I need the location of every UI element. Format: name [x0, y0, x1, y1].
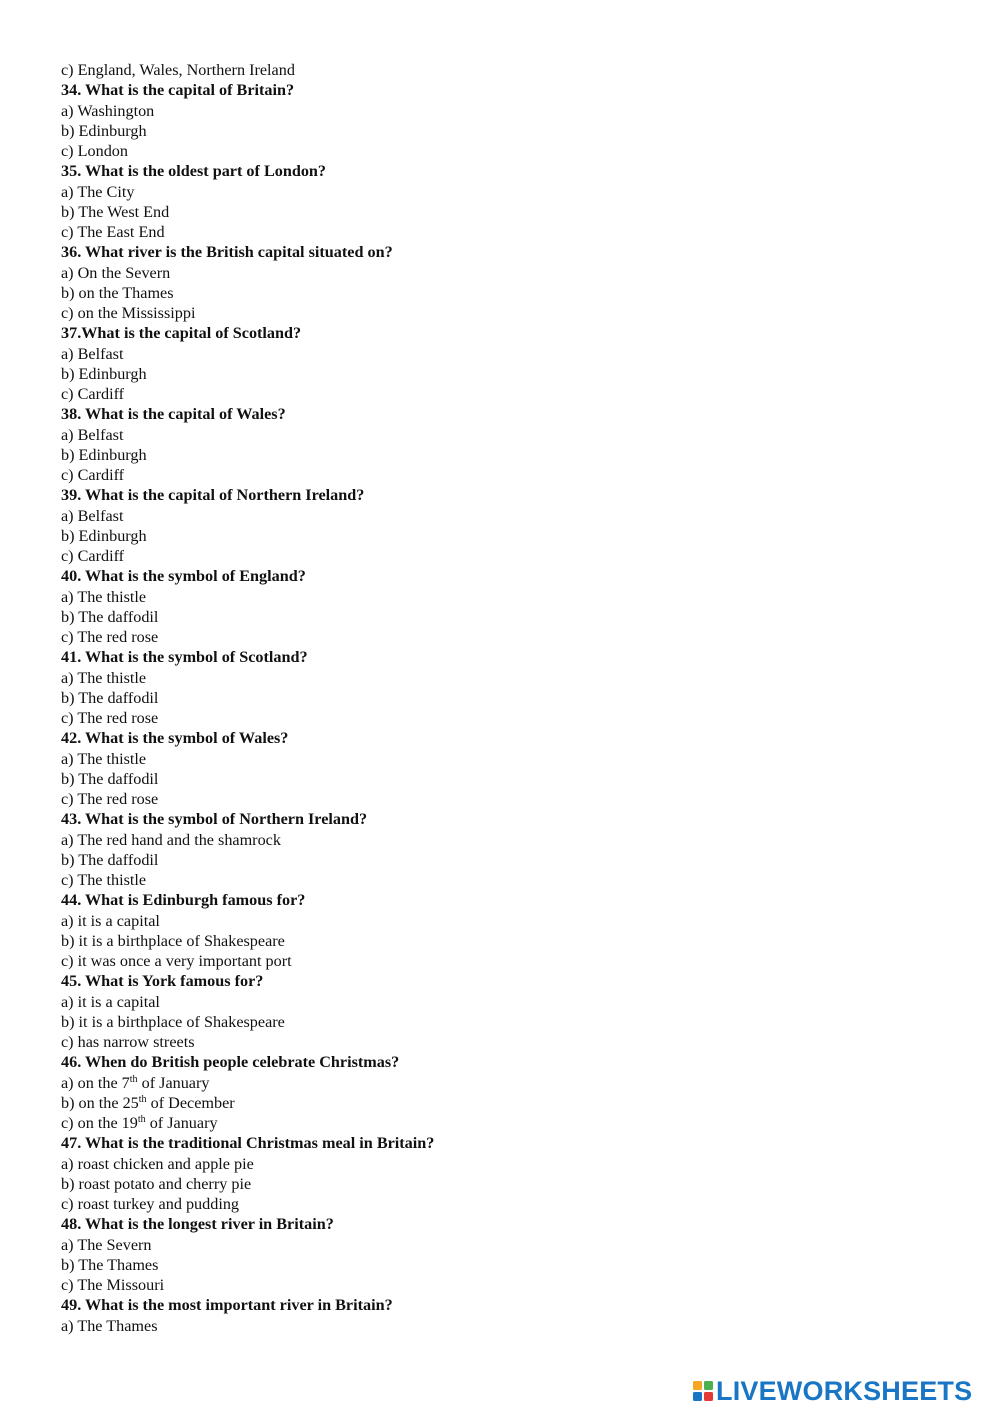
answer-option	[61, 546, 961, 566]
answer-option	[61, 951, 961, 971]
answer-text: b) it is a birthplace of Shakespeare	[61, 931, 285, 950]
answer-option	[61, 1073, 961, 1093]
answer-text-suffix: of December	[146, 1093, 235, 1112]
question-heading	[61, 485, 961, 505]
question-heading	[61, 242, 961, 262]
answer-option	[61, 182, 961, 202]
answer-text: c) it was once a very important port	[61, 952, 292, 970]
answer-text: a) On the Severn	[61, 263, 171, 282]
answer-text: b) Edinburgh	[61, 526, 147, 545]
answer-option	[61, 1032, 961, 1052]
answer-option	[61, 101, 961, 121]
answer-option	[61, 627, 961, 647]
question-heading	[61, 1214, 961, 1234]
answer-text: b) The daffodil	[61, 688, 159, 707]
answer-text: c) The thistle	[61, 871, 147, 889]
answer-text: a) The red hand and the shamrock	[61, 830, 281, 849]
ordinal-suffix: th	[129, 1073, 138, 1085]
question-heading	[61, 890, 961, 910]
answer-text: a) Washington	[61, 101, 155, 120]
answer-text: c) on the 19	[61, 1114, 138, 1132]
answer-option	[61, 830, 961, 850]
answer-option	[61, 1316, 961, 1336]
worksheet-page	[61, 60, 961, 1336]
answer-text: b) The Thames	[61, 1255, 159, 1274]
question-text: 35. What is the oldest part of London?	[61, 162, 327, 181]
answer-option	[61, 1174, 961, 1194]
question-heading	[61, 1052, 961, 1072]
question-text: 40. What is the symbol of England?	[61, 567, 306, 586]
question-heading	[61, 728, 961, 748]
liveworksheets-logo-icon	[693, 1381, 713, 1401]
answer-option	[61, 344, 961, 364]
answer-text: c) England, Wales, Northern Ireland	[61, 61, 295, 79]
answer-option	[61, 202, 961, 222]
answer-text: a) roast chicken and apple pie	[61, 1154, 254, 1173]
answer-text: a) The thistle	[61, 587, 147, 606]
answer-text: b) Edinburgh	[61, 121, 147, 140]
answer-option	[61, 425, 961, 445]
question-heading	[61, 1295, 961, 1315]
answer-option	[61, 384, 961, 404]
answer-option	[61, 263, 961, 283]
answer-text: a) The thistle	[61, 749, 147, 768]
question-heading	[61, 971, 961, 991]
answer-text: c) The red rose	[61, 628, 159, 646]
answer-option	[61, 506, 961, 526]
answer-option	[61, 303, 961, 323]
answer-option	[61, 708, 961, 728]
answer-option	[61, 931, 961, 951]
answer-text: c) The Missouri	[61, 1276, 165, 1294]
answer-option	[61, 870, 961, 890]
answer-option	[61, 1012, 961, 1032]
answer-option	[61, 1113, 961, 1133]
answer-option	[61, 1093, 961, 1113]
liveworksheets-logo	[693, 1374, 972, 1408]
question-text: 36. What river is the British capital situated on?	[61, 243, 393, 262]
answer-text: c) Cardiff	[61, 385, 125, 403]
question-heading	[61, 809, 961, 829]
answer-text: a) Belfast	[61, 506, 124, 525]
answer-option	[61, 60, 961, 80]
answer-option	[61, 850, 961, 870]
answer-text: a) Belfast	[61, 425, 124, 444]
answer-text: a) The Severn	[61, 1235, 152, 1254]
answer-option	[61, 364, 961, 384]
answer-text: b) Edinburgh	[61, 364, 147, 383]
answer-option	[61, 1255, 961, 1275]
logo-text: LIVEWORKSHEETS	[716, 1375, 973, 1406]
question-text: 46. When do British people celebrate Christmas?	[61, 1053, 400, 1072]
question-heading	[61, 1133, 961, 1153]
answer-option	[61, 1275, 961, 1295]
question-text: 44. What is Edinburgh famous for?	[61, 891, 306, 910]
answer-text: b) on the Thames	[61, 283, 174, 302]
question-text: 45. What is York famous for?	[61, 972, 264, 991]
question-text: 41. What is the symbol of Scotland?	[61, 648, 308, 667]
answer-option	[61, 607, 961, 627]
answer-text: c) The East End	[61, 223, 165, 241]
question-text: 38. What is the capital of Wales?	[61, 405, 286, 424]
answer-option	[61, 992, 961, 1012]
answer-text: c) roast turkey and pudding	[61, 1195, 240, 1213]
question-text: 42. What is the symbol of Wales?	[61, 729, 289, 748]
answer-text: a) Belfast	[61, 344, 124, 363]
answer-text: a) The Thames	[61, 1316, 158, 1335]
question-text: 43. What is the symbol of Northern Ireland?	[61, 810, 368, 829]
answer-option	[61, 526, 961, 546]
question-text: 34. What is the capital of Britain?	[61, 81, 295, 100]
answer-text: c) has narrow streets	[61, 1033, 195, 1051]
answer-text: b) The daffodil	[61, 769, 159, 788]
answer-option	[61, 283, 961, 303]
answer-text-suffix: of January	[137, 1073, 210, 1092]
answer-option	[61, 1235, 961, 1255]
answer-option	[61, 1154, 961, 1174]
answer-text: a) it is a capital	[61, 911, 160, 930]
answer-text: b) The West End	[61, 202, 170, 221]
answer-text: c) London	[61, 142, 128, 160]
answer-option	[61, 141, 961, 161]
answer-option	[61, 445, 961, 465]
answer-text: a) it is a capital	[61, 992, 160, 1011]
answer-text: c) on the Mississippi	[61, 304, 196, 322]
answer-text: b) roast potato and cherry pie	[61, 1174, 252, 1193]
answer-text: c) Cardiff	[61, 466, 125, 484]
question-heading	[61, 323, 961, 343]
answer-text: a) The thistle	[61, 668, 147, 687]
answer-option	[61, 749, 961, 769]
answer-option	[61, 688, 961, 708]
answer-text: a) on the 7	[61, 1073, 130, 1092]
answer-option	[61, 121, 961, 141]
answer-text: c) Cardiff	[61, 547, 125, 565]
answer-text: c) The red rose	[61, 709, 159, 727]
question-heading	[61, 161, 961, 181]
answer-option	[61, 465, 961, 485]
question-text: 39. What is the capital of Northern Ireland?	[61, 486, 365, 505]
question-heading	[61, 647, 961, 667]
answer-option	[61, 769, 961, 789]
answer-text: b) The daffodil	[61, 607, 159, 626]
answer-option	[61, 668, 961, 688]
question-text: 48. What is the longest river in Britain?	[61, 1215, 334, 1234]
question-text: 47. What is the traditional Christmas meal in Britain?	[61, 1134, 435, 1153]
answer-text: b) on the 25	[61, 1093, 139, 1112]
answer-text-suffix: of January	[145, 1114, 218, 1132]
question-text: 37.What is the capital of Scotland?	[61, 324, 302, 343]
answer-text: b) it is a birthplace of Shakespeare	[61, 1012, 285, 1031]
answer-option	[61, 587, 961, 607]
question-heading	[61, 404, 961, 424]
answer-text: b) Edinburgh	[61, 445, 147, 464]
question-text: 49. What is the most important river in Britain?	[61, 1296, 393, 1315]
answer-option	[61, 911, 961, 931]
answer-text: c) The red rose	[61, 790, 159, 808]
answer-option	[61, 222, 961, 242]
ordinal-suffix: th	[138, 1093, 147, 1105]
answer-text: a) The City	[61, 182, 135, 201]
ordinal-suffix: th	[137, 1114, 146, 1125]
answer-option	[61, 789, 961, 809]
answer-text: b) The daffodil	[61, 850, 159, 869]
question-heading	[61, 80, 961, 100]
answer-option	[61, 1194, 961, 1214]
question-heading	[61, 566, 961, 586]
